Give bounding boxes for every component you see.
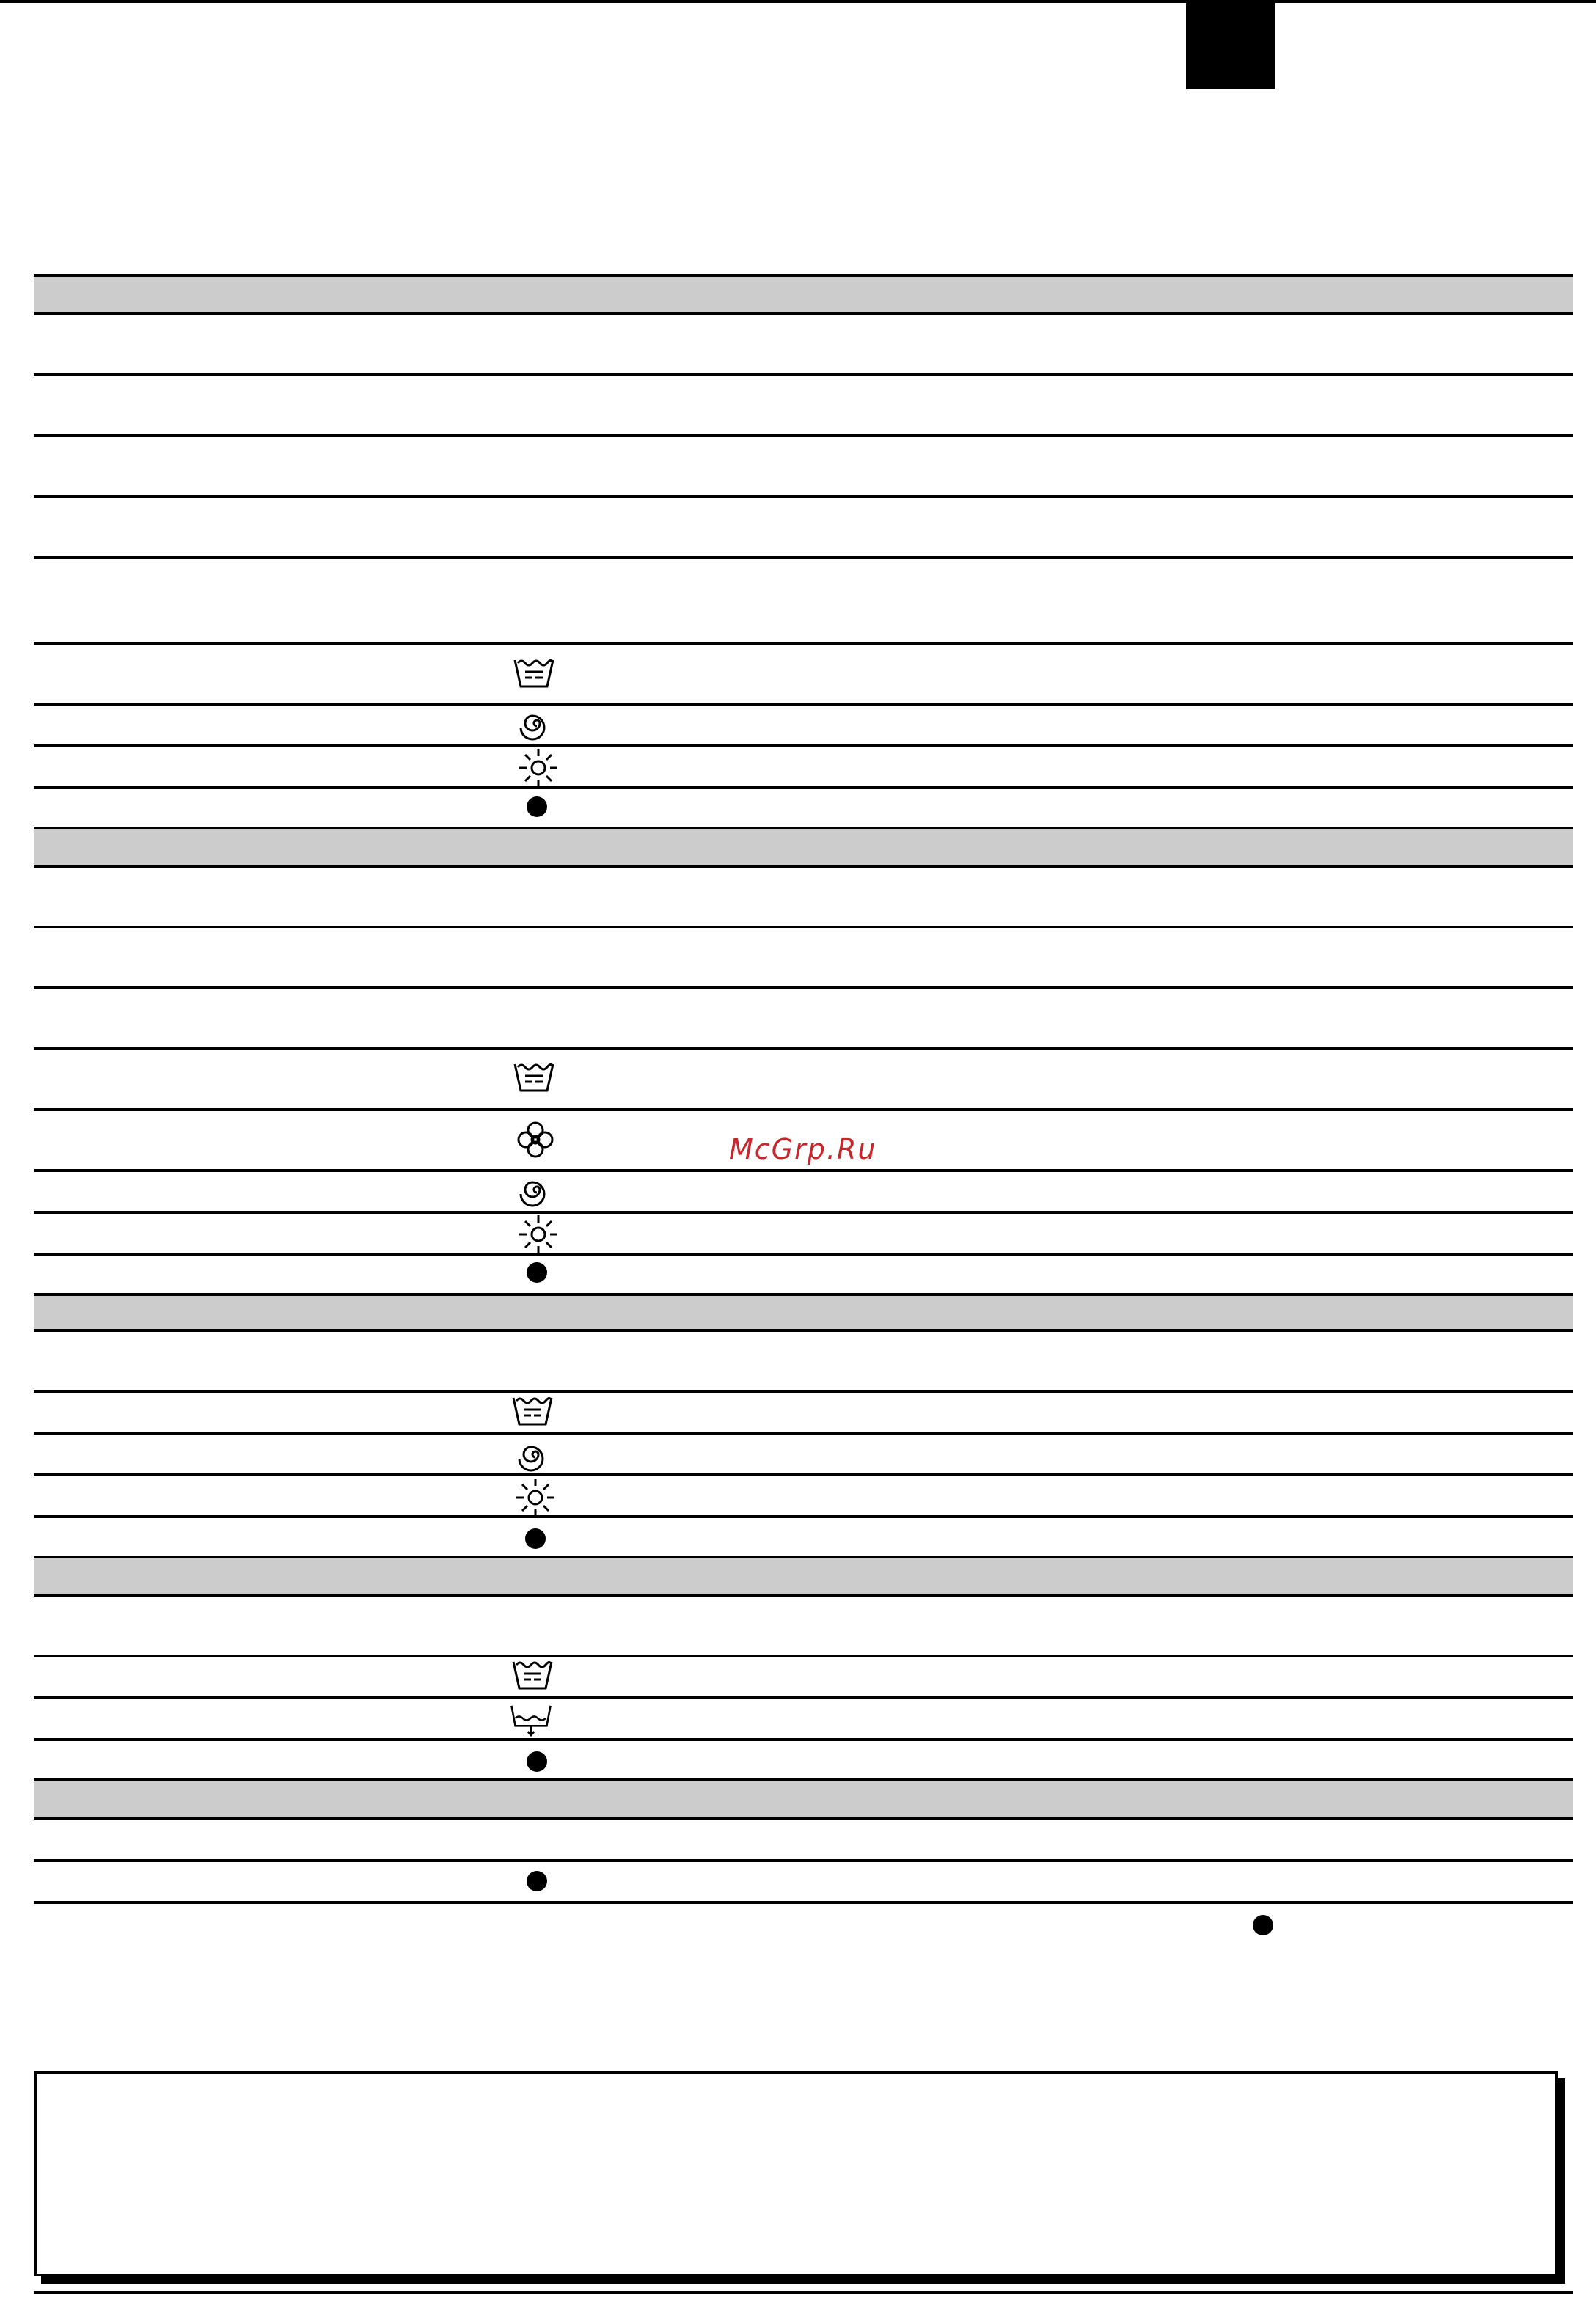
table-rule: [34, 827, 1573, 829]
table-rule: [34, 986, 1573, 989]
table-rule: [34, 1696, 1573, 1699]
section-header-band-2: [34, 828, 1573, 866]
filled-dot-icon: [525, 1528, 546, 1549]
table-rule: [34, 1594, 1573, 1597]
table-rule: [34, 1473, 1573, 1476]
table-rule: [34, 1859, 1573, 1862]
table-rule: [34, 1556, 1573, 1558]
page-corner-tab: [1186, 0, 1275, 89]
filled-dot-icon: [527, 796, 547, 817]
sun-icon: [513, 1476, 557, 1520]
section-header-band-4: [34, 1557, 1573, 1595]
table-rule: [34, 495, 1573, 498]
drain-tub-icon: [509, 1696, 553, 1740]
top-border-line: [0, 0, 1596, 3]
table-rule: [34, 274, 1573, 277]
bottom-border-line: [34, 2291, 1573, 2294]
table-rule: [34, 434, 1573, 437]
table-rule: [34, 1655, 1573, 1657]
table-rule: [34, 1778, 1573, 1781]
wash-tub-icon: [510, 1655, 554, 1699]
wash-tub-icon: [512, 1057, 556, 1101]
table-rule: [34, 1390, 1573, 1393]
table-rule: [34, 865, 1573, 868]
table-rule: [34, 703, 1573, 706]
table-rule: [34, 744, 1573, 747]
table-rule: [34, 926, 1573, 928]
table-rule: [34, 556, 1573, 559]
table-rule: [34, 1515, 1573, 1518]
table-rule: [34, 1293, 1573, 1296]
table-rule: [34, 786, 1573, 789]
wash-tub-icon: [510, 1391, 554, 1435]
filled-dot-icon: [527, 1871, 547, 1891]
section-header-band-5: [34, 1780, 1573, 1818]
table-rule: [34, 1108, 1573, 1111]
table-rule: [34, 1901, 1573, 1904]
filled-dot-icon: [527, 1262, 547, 1283]
table-rule: [34, 1817, 1573, 1820]
table-rule: [34, 1432, 1573, 1435]
table-rule: [34, 1169, 1573, 1172]
table-rule: [34, 1047, 1573, 1050]
sun-icon: [516, 746, 560, 790]
table-rule: [34, 1738, 1573, 1741]
section-header-band-3: [34, 1294, 1573, 1330]
table-rule: [34, 373, 1573, 376]
table-rule: [34, 642, 1573, 645]
section-header-band-1: [34, 276, 1573, 314]
watermark: McGrp.Ru: [729, 1133, 877, 1165]
footnote-dot-icon: [1253, 1915, 1273, 1935]
filled-dot-icon: [527, 1751, 547, 1772]
table-rule: [34, 312, 1573, 315]
table-rule: [34, 1211, 1573, 1214]
spin-spiral-icon: [515, 703, 559, 747]
spin-spiral-icon: [515, 1169, 559, 1213]
wash-tub-icon: [512, 653, 556, 697]
flower-icon: [513, 1118, 557, 1162]
spin-spiral-icon: [513, 1434, 557, 1478]
table-rule: [34, 1253, 1573, 1256]
sun-icon: [516, 1212, 560, 1256]
table-rule: [34, 1329, 1573, 1332]
note-box: [34, 2071, 1558, 2276]
